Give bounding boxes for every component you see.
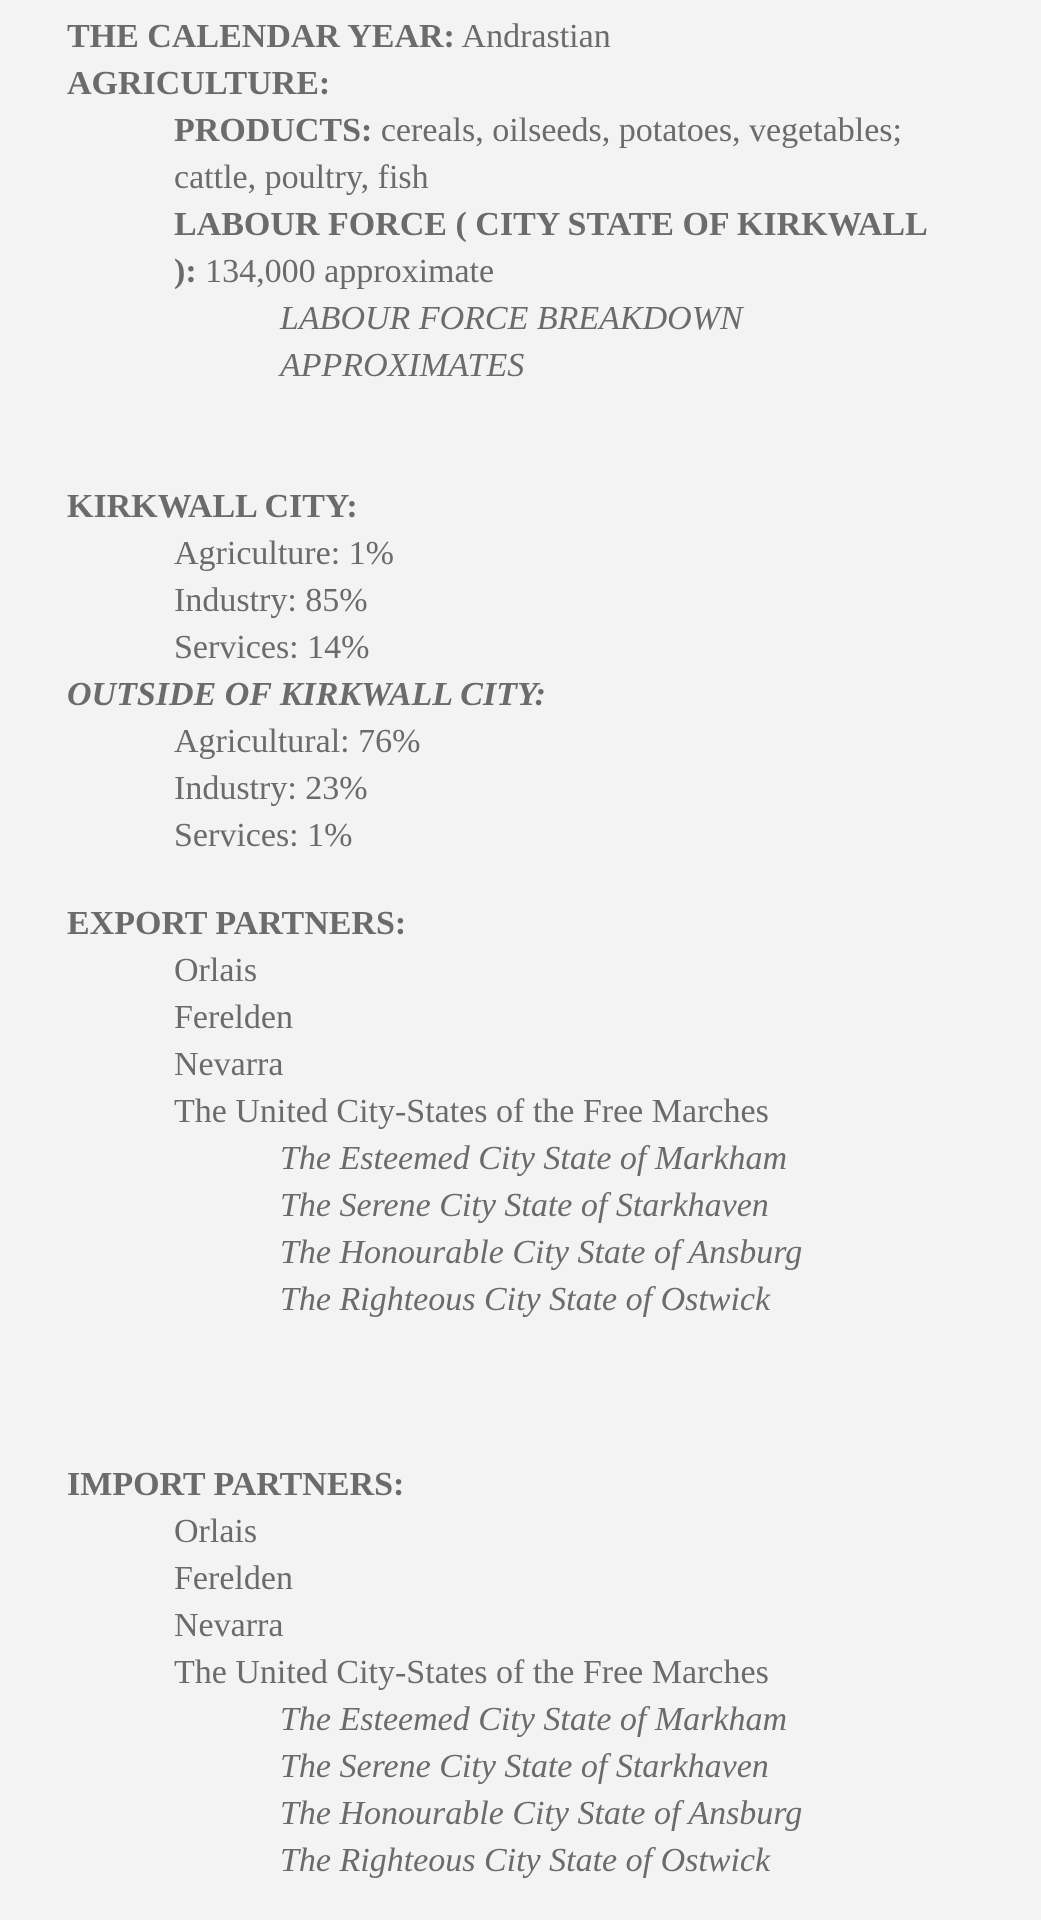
kirkwall-city-heading: KIRKWALL CITY: bbox=[67, 488, 358, 525]
export-partner-item: Ferelden bbox=[174, 999, 293, 1036]
import-partner-item: The United City-States of the Free Marches bbox=[174, 1654, 769, 1691]
outside-industry: Industry: 23% bbox=[174, 770, 368, 807]
labour-force-value: 134,000 approximate bbox=[196, 253, 495, 290]
labour-breakdown-title: LABOUR FORCE BREAKDOWN bbox=[280, 300, 743, 337]
calendar-year-line bbox=[67, 13, 611, 60]
kirkwall-services: Services: 14% bbox=[174, 629, 370, 666]
export-partners-heading: EXPORT PARTNERS: bbox=[67, 905, 407, 942]
outside-agricultural: Agricultural: 76% bbox=[174, 723, 421, 760]
products-line bbox=[174, 107, 902, 154]
export-city-state-item: The Righteous City State of Ostwick bbox=[280, 1281, 771, 1318]
import-partner-item: Ferelden bbox=[174, 1560, 293, 1597]
labour-force-label-end: ): bbox=[174, 253, 197, 290]
outside-services: Services: 1% bbox=[174, 817, 353, 854]
export-partner-item: Orlais bbox=[174, 952, 258, 989]
import-city-state-item: The Righteous City State of Ostwick bbox=[280, 1842, 771, 1879]
import-partners-heading: IMPORT PARTNERS: bbox=[67, 1466, 405, 1503]
labour-force-label: LABOUR FORCE ( CITY STATE OF KIRKWALL bbox=[174, 206, 928, 243]
export-partner-item: The United City-States of the Free Marches bbox=[174, 1093, 769, 1130]
export-city-state-item: The Serene City State of Starkhaven bbox=[280, 1187, 769, 1224]
labour-breakdown-subtitle: APPROXIMATES bbox=[280, 347, 525, 384]
kirkwall-industry: Industry: 85% bbox=[174, 582, 368, 619]
export-city-state-item: The Honourable City State of Ansburg bbox=[280, 1234, 803, 1271]
export-city-state-item: The Esteemed City State of Markham bbox=[280, 1140, 788, 1177]
export-partner-item: Nevarra bbox=[174, 1046, 284, 1083]
import-city-state-item: The Serene City State of Starkhaven bbox=[280, 1748, 769, 1785]
outside-kirkwall-heading: OUTSIDE OF KIRKWALL CITY: bbox=[67, 676, 546, 713]
import-city-state-item: The Honourable City State of Ansburg bbox=[280, 1795, 803, 1832]
products-continuation: cattle, poultry, fish bbox=[174, 159, 429, 196]
calendar-year-value: Andrastian bbox=[454, 18, 611, 55]
kirkwall-agriculture: Agriculture: 1% bbox=[174, 535, 394, 572]
labour-force-line bbox=[174, 248, 494, 295]
import-partner-item: Nevarra bbox=[174, 1607, 284, 1644]
calendar-year-label: THE CALENDAR YEAR: bbox=[67, 18, 455, 55]
products-value: cereals, oilseeds, potatoes, vegetables; bbox=[372, 112, 902, 149]
import-partner-item: Orlais bbox=[174, 1513, 258, 1550]
import-city-state-item: The Esteemed City State of Markham bbox=[280, 1701, 788, 1738]
products-label: PRODUCTS: bbox=[174, 112, 373, 149]
agriculture-heading: AGRICULTURE: bbox=[67, 65, 331, 102]
